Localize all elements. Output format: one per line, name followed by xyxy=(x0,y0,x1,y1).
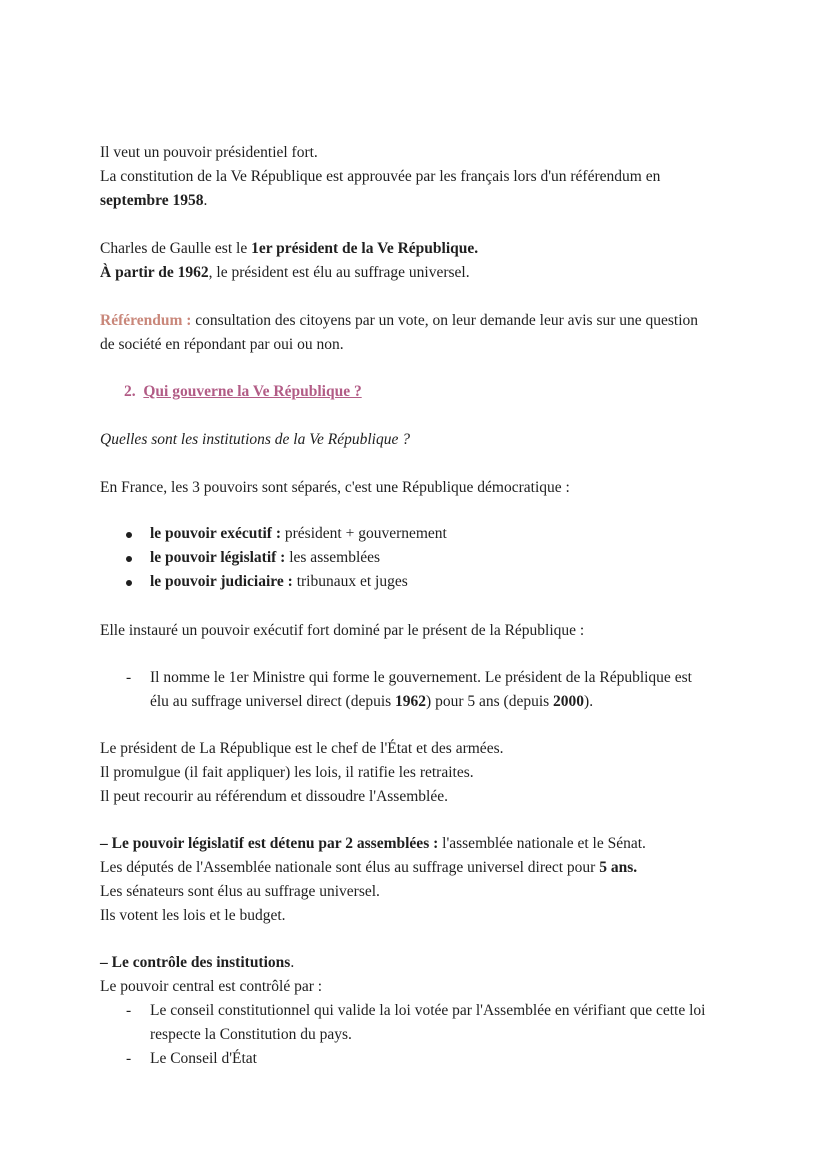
president-line-2: Il promulgue (il fait appliquer) les lois, il ratifie les retraites. xyxy=(100,764,474,781)
control-item-line-2: respecte la Constitution du pays. xyxy=(150,1026,352,1043)
dash-marker: - xyxy=(126,1050,132,1067)
bullet-icon xyxy=(126,580,132,586)
power-text: le pouvoir législatif : les assemblées xyxy=(150,549,381,566)
control-intro: Le pouvoir central est contrôlé par : xyxy=(100,978,323,995)
control-title: – Le contrôle des institutions. xyxy=(100,954,295,971)
control-item-line-1: Le conseil constitutionnel qui valide la loi votée par l'Assemblée en vérifiant que cette loi xyxy=(150,1002,706,1019)
intro-date: septembre 1958 xyxy=(100,192,204,209)
power-text: le pouvoir judiciaire : tribunaux et juges xyxy=(150,573,408,590)
gaulle-line-1 xyxy=(100,239,478,259)
definition-line-2: de société en répondant par oui ou non. xyxy=(100,336,344,353)
president-line-1: Le président de La République est le chef de l'État et des armées. xyxy=(100,740,504,757)
intro-line-2: La constitution de la Ve République est approuvée par les français lors d'un référendum en xyxy=(100,168,661,185)
separation-text: En France, les 3 pouvoirs sont séparés, c'est une République démocratique : xyxy=(100,479,570,496)
president-line-3: Il peut recourir au référendum et dissoudre l'Assemblée. xyxy=(100,788,448,805)
legislative-title: – Le pouvoir législatif est détenu par 2 assemblées : l'assemblée nationale et le Sénat. xyxy=(100,835,646,852)
section-heading xyxy=(124,382,362,402)
gaulle-line-2 xyxy=(100,263,470,283)
intro-period: . xyxy=(203,192,208,209)
definition-term: Référendum : xyxy=(100,312,192,329)
legislative-line-4: Ils votent les lois et le budget. xyxy=(100,907,286,924)
gaulle-bold: 1er président de la Ve République. xyxy=(251,240,479,257)
executive-item-line-1: Il nomme le 1er Ministre qui forme le gouvernement. Le président de la République est xyxy=(150,669,692,686)
section-question: Quelles sont les institutions de la Ve République ? xyxy=(100,431,410,448)
definition-text: consultation des citoyens par un vote, on leur demande leur avis sur une question xyxy=(191,312,699,329)
dash-marker: - xyxy=(126,1002,132,1019)
power-text: le pouvoir exécutif : président + gouvernement xyxy=(150,525,447,542)
legislative-line-2: Les députés de l'Assemblée nationale sont élus au suffrage universel direct pour 5 ans. xyxy=(100,859,638,876)
dash-marker: - xyxy=(126,669,132,686)
definition-line-1 xyxy=(100,311,698,331)
gaulle-text: Charles de Gaulle est le xyxy=(100,240,252,257)
gaulle-date: À partir de 1962 xyxy=(100,264,209,281)
gaulle-rest: , le président est élu au suffrage universel. xyxy=(208,264,470,281)
bullet-icon xyxy=(126,532,132,538)
executive-intro: Elle instauré un pouvoir exécutif fort dominé par le présent de la République : xyxy=(100,622,585,639)
section-number: 2. xyxy=(124,383,136,400)
legislative-line-3: Les sénateurs sont élus au suffrage universel. xyxy=(100,883,380,900)
control-item-2: Le Conseil d'État xyxy=(150,1050,257,1067)
bullet-icon xyxy=(126,556,132,562)
section-title: Qui gouverne la Ve République ? xyxy=(143,383,362,400)
intro-line-3 xyxy=(100,191,207,211)
intro-line-1: Il veut un pouvoir présidentiel fort. xyxy=(100,144,318,161)
executive-item-line-2: élu au suffrage universel direct (depuis 1962) pour 5 ans (depuis 2000). xyxy=(150,693,594,710)
